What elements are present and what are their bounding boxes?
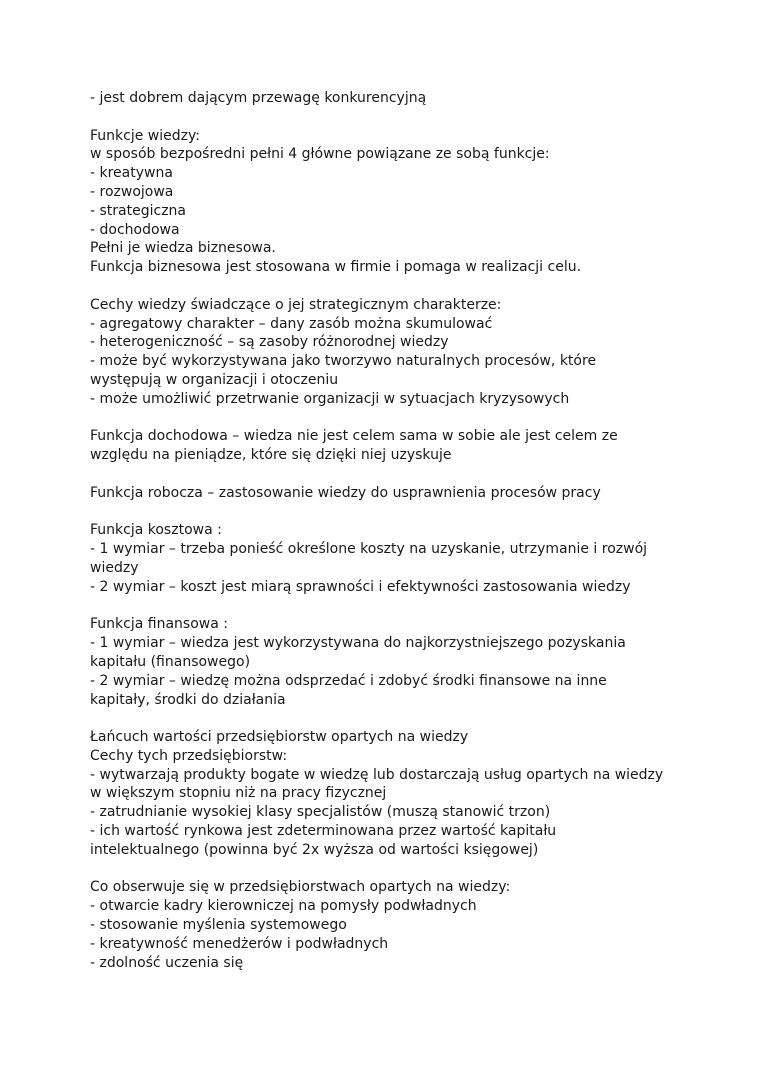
text-line: Funkcja kosztowa :: [90, 522, 222, 539]
blank-line: [90, 409, 680, 428]
text-line: Funkcja robocza – zastosowanie wiedzy do usprawnienia procesów pracy: [90, 484, 601, 501]
text-line: Łańcuch wartości przedsiębiorstw opartych na wiedzy: [90, 729, 469, 746]
text-line: - otwarcie kadry kierowniczej na pomysły podwładnych: [90, 898, 477, 915]
text-line: Funkcja finansowa :: [90, 616, 228, 633]
blank-line: [90, 503, 680, 522]
text-line: intelektualnego (powinna być 2x wyższa od wartości księgowej): [90, 841, 539, 858]
text-line: Pełni je wiedza biznesowa.: [90, 240, 276, 257]
text-line: Cechy tych przedsiębiorstw:: [90, 747, 288, 764]
text-line: - stosowanie myślenia systemowego: [90, 917, 347, 934]
text-line: - zatrudnianie wysokiej klasy specjalistów (muszą stanowić trzon): [90, 804, 551, 821]
text-line: - heterogeniczność – są zasoby różnorodnej wiedzy: [90, 334, 449, 351]
text-line: - strategiczna: [90, 202, 186, 219]
text-line: - dochodowa: [90, 221, 180, 238]
blank-line: [90, 597, 680, 616]
text-line: występują w organizacji i otoczeniu: [90, 371, 339, 388]
text-line: kapitału (finansowego): [90, 653, 251, 670]
text-line: kapitały, środki do działania: [90, 691, 286, 708]
text-line: - 1 wymiar – wiedza jest wykorzystywana do najkorzystniejszego pozyskania: [90, 635, 626, 652]
blank-line: [90, 277, 680, 296]
text-line: - kreatywna: [90, 165, 173, 182]
text-line: - 1 wymiar – trzeba ponieść określone koszty na uzyskanie, utrzymanie i rozwój: [90, 541, 648, 558]
text-line: w sposób bezpośredni pełni 4 główne powiązane ze sobą funkcje:: [90, 146, 550, 163]
text-line: Funkcja biznesowa jest stosowana w firmie i pomaga w realizacji celu.: [90, 259, 582, 276]
text-line: - jest dobrem dającym przewagę konkurencyjną: [90, 90, 427, 106]
text-line: - może być wykorzystywana jako tworzywo naturalnych procesów, które: [90, 353, 597, 370]
text-line: wiedzy: [90, 559, 139, 576]
text-line: - wytwarzają produkty bogate w wiedzę lub dostarczają usług opartych na wiedzy: [90, 766, 664, 783]
blank-line: [90, 465, 680, 484]
text-line: - może umożliwić przetrwanie organizacji w sytuacjach kryzysowych: [90, 390, 570, 407]
document-body: [90, 89, 680, 972]
blank-line: [90, 108, 680, 127]
text-line: - rozwojowa: [90, 183, 174, 200]
text-line: Co obserwuje się w przedsiębiorstwach opartych na wiedzy:: [90, 879, 511, 896]
text-line: Funkcja dochodowa – wiedza nie jest celem sama w sobie ale jest celem ze: [90, 428, 618, 445]
text-line: Cechy wiedzy świadczące o jej strategicznym charakterze:: [90, 296, 502, 313]
text-line: w większym stopniu niż na pracy fizycznej: [90, 785, 387, 802]
text-line: - zdolność uczenia się: [90, 954, 244, 971]
text-line: - ich wartość rynkowa jest zdeterminowana przez wartość kapitału: [90, 823, 557, 840]
text-line: względu na pieniądze, które się dzięki niej uzyskuje: [90, 447, 452, 464]
text-line: - 2 wymiar – wiedzę można odsprzedać i zdobyć środki finansowe na inne: [90, 672, 607, 689]
text-line: Funkcje wiedzy:: [90, 127, 200, 144]
blank-line: [90, 860, 680, 879]
text-line: - agregatowy charakter – dany zasób można skumulować: [90, 315, 493, 332]
text-line: - 2 wymiar – koszt jest miarą sprawności i efektywności zastosowania wiedzy: [90, 578, 631, 595]
text-line: - kreatywność menedżerów i podwładnych: [90, 935, 389, 952]
blank-line: [90, 709, 680, 728]
